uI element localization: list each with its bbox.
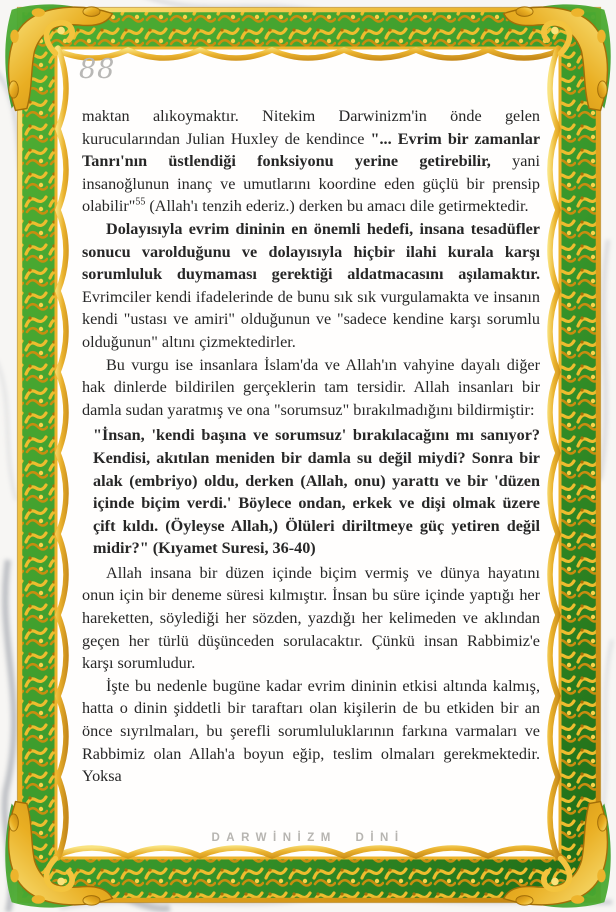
- text-run: Evrimciler kendi ifadelerinde de bunu sık sık vurgulamakta ve insanın kendi "ustası ve amiri" olduğunun ve "sadece kendine karşı sorumlu olduğunun" altını çizmektedirler.: [82, 287, 540, 351]
- text-run: "İnsan, 'kendi başına ve sorumsuz' bırakılacağını mı sanıyor? Kendisi, akıtılan meniden bir damla su değil miydi? Sonra bir alak (embriyo) oldu, derken (Allah, onu) yarattı ve bir 'düzen içinde biçim verdi.' Böylece ondan, erkek ve dişi olmak üzere çift kıldı. (Öyleyse Allah,) Ölüleri diriltmeye güç yetiren değil midir?" (Kıyamet Suresi, 36-40): [93, 426, 540, 558]
- text-run: maktan alıkoymaktır. Nitekim Darwinizm'in önde gelen kurucularından Julian Huxley de kendince: [82, 107, 540, 148]
- text-run: İşte bu nedenle bugüne kadar evrim dininin etkisi altında kalmış, hatta o dinin şiddetli bir taraftarı olan kişilerin de bu etkiden bir an önce sıyrılmaları, bu şerefli sorumluluklarının farkına varmaları ve Rabbimiz olan Allah'a boyun eğip, teslim olmaları gerekmektedir. Yoksa: [82, 676, 540, 786]
- text-run: "... Evrim bir zamanlar Tanrı'nın üstlendiği fonksiyonu yerine getirebilir,: [82, 129, 540, 171]
- page-number: 88: [79, 54, 116, 85]
- text-run: yani insanoğlunun inanç ve umutlarını koordine eden güçlü bir prensip olabilir": [82, 152, 541, 216]
- text-run: (Allah'ı tenzih ederiz.) derken bu amacı dile getirmektedir.: [145, 197, 529, 216]
- body-paragraph: [82, 218, 540, 354]
- text-run: Bu vurgu ise insanlara İslam'da ve Allah'ın vahyine dayalı diğer hak dinlerde bildirilen gerçeklerin tam tersidir. Allah insanları bir damla sudan yaratmış ve ona "sorumsuz" bırakılmadığını bildirmiştir:: [82, 355, 540, 419]
- running-footer-title: DARWİNİZM DİNİ: [211, 832, 405, 844]
- body-paragraph: [82, 105, 540, 218]
- body-paragraph: [82, 562, 540, 675]
- text-run: Allah insana bir düzen içinde biçim vermiş ve dünya hayatını onun için bir deneme süresi kılmıştır. İnsan bu süre içinde yaptığı her hareketten, söylediği her sözden, yazdığı her kelimeden ve aklından geçen her türlü düşünceden sorulacaktır. Çünkü insan Rabbimiz'e karşı sorumludur.: [82, 563, 540, 673]
- text-column: [82, 105, 540, 788]
- quran-quote-paragraph: [93, 424, 540, 560]
- body-paragraph: [82, 354, 540, 422]
- footnote-marker: 55: [135, 196, 146, 208]
- body-paragraph: [82, 675, 540, 788]
- text-run: Dolayısıyla evrim dininin en önemli hedefi, insana tesadüfler sonucu varolduğunu ve dolayısıyla hiçbir ilahi kurala karşı sorumluluk duymaması gerektiği aldatmacasını aşılamaktır.: [82, 219, 540, 284]
